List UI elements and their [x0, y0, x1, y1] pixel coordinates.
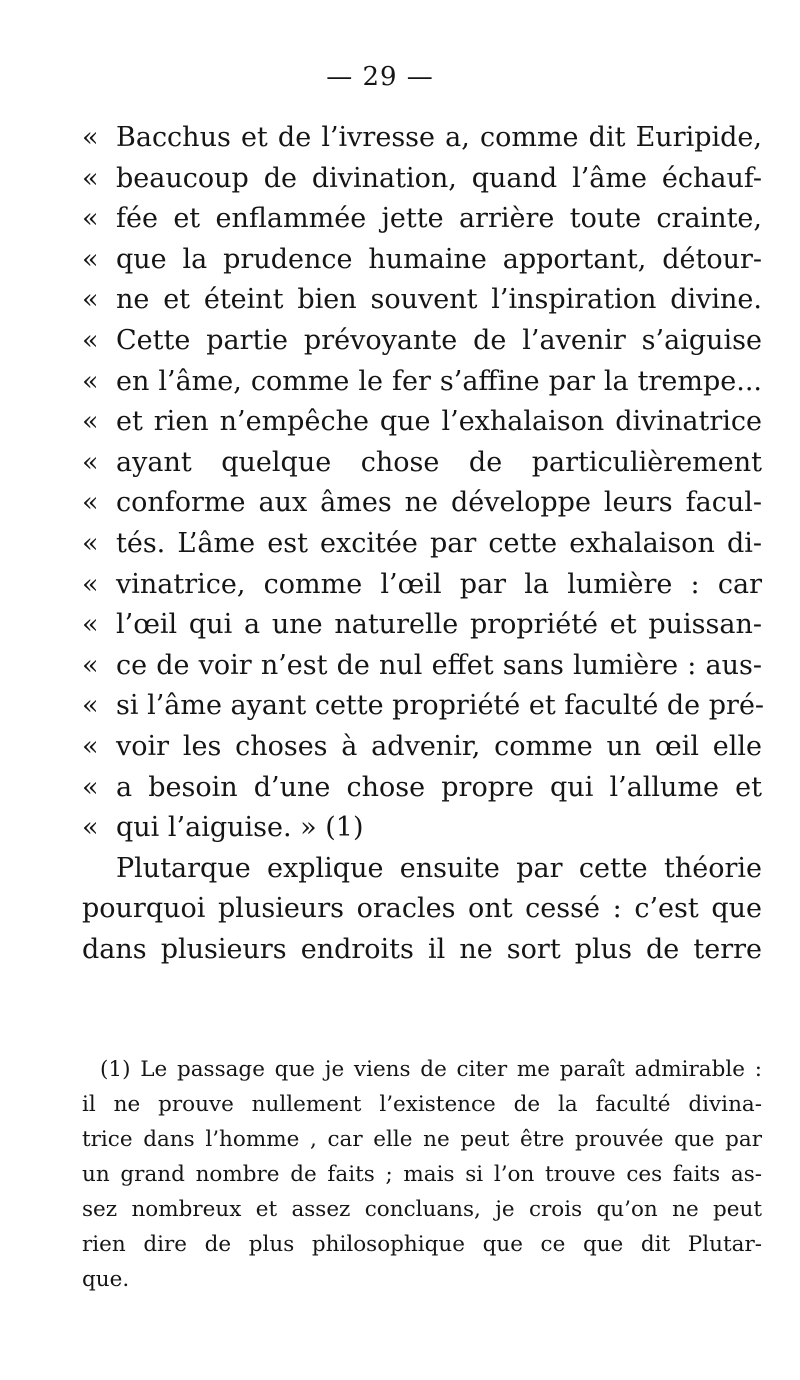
quote-mark: «	[82, 568, 99, 600]
line-text: fée et enflammée jette arrière toute crainte,	[116, 203, 762, 235]
quote-mark: «	[82, 771, 99, 803]
body-line	[82, 483, 762, 524]
quote-mark: «	[82, 162, 99, 194]
quote-mark: «	[82, 324, 99, 356]
body-line	[82, 443, 762, 484]
line-text: Cette partie prévoyante de l’avenir s’aiguise	[116, 324, 762, 356]
quote-mark: «	[82, 365, 99, 397]
quote-mark: «	[82, 203, 99, 235]
body-line	[82, 321, 762, 362]
quote-mark: «	[82, 730, 99, 762]
line-text: voir les choses à advenir, comme un œil elle	[116, 730, 762, 762]
body-line	[82, 199, 762, 240]
line-text: Bacchus et de l’ivresse a, comme dit Euripide,	[116, 122, 762, 153]
line-text: vinatrice, comme l’œil par la lumière : car	[116, 568, 762, 600]
footnote-line: (1) Le passage que je viens de citer me paraît admirable :	[100, 1057, 762, 1082]
line-text: conforme aux âmes ne développe leurs facul-	[116, 487, 762, 519]
body-line	[82, 808, 762, 849]
body-line	[82, 159, 762, 200]
body-line	[82, 605, 762, 646]
line-text: ne et éteint bien souvent l’inspiration divine.	[116, 284, 762, 316]
body-line	[82, 280, 762, 321]
body-line	[82, 118, 762, 159]
line-text: a besoin d’une chose propre qui l’allume et	[116, 771, 762, 803]
quote-mark: «	[82, 609, 99, 641]
body-line	[82, 240, 762, 281]
footnote-line: trice dans l’homme , car elle ne peut être prouvée que par	[82, 1127, 762, 1152]
quote-mark: «	[82, 122, 99, 153]
body-line	[82, 646, 762, 687]
line-text: et rien n’empêche que l’exhalaison divinatrice	[116, 406, 762, 438]
quote-mark: «	[82, 812, 99, 844]
quote-mark: «	[82, 649, 99, 681]
line-text: Plutarque explique ensuite par cette théorie	[116, 852, 762, 884]
body-line	[82, 930, 762, 971]
footnote-line: il ne prouve nullement l’existence de la faculté divina-	[82, 1092, 762, 1117]
footnote-line: que.	[82, 1267, 130, 1292]
line-text: l’œil qui a une naturelle propriété et puissan-	[116, 609, 762, 641]
line-text: dans plusieurs endroits il ne sort plus de terre	[82, 933, 762, 965]
body-line	[82, 362, 762, 403]
body-line	[82, 565, 762, 606]
line-text: que la prudence humaine apportant, détour-	[116, 243, 762, 275]
line-text: si l’âme ayant cette propriété et faculté de pré-	[116, 690, 765, 722]
footnote	[82, 1052, 762, 1297]
quote-mark: «	[82, 527, 99, 559]
footnote-line: un grand nombre de faits ; mais si l’on trouve ces faits as-	[82, 1162, 762, 1187]
line-text: qui l’aiguise. » (1)	[116, 812, 364, 844]
quote-mark: «	[82, 284, 99, 316]
line-text: en l’âme, comme le fer s’affine par la trempe...	[116, 365, 762, 397]
quote-mark: «	[82, 446, 99, 478]
footnote-line: rien dire de plus philosophique que ce que dit Plutar-	[82, 1232, 762, 1257]
body-line	[82, 524, 762, 565]
quote-mark: «	[82, 243, 99, 275]
main-text	[82, 118, 765, 970]
body-line	[82, 727, 762, 768]
quote-mark: «	[82, 406, 99, 438]
quote-mark: «	[82, 487, 99, 519]
quote-mark: «	[82, 690, 99, 722]
body-line	[82, 768, 762, 809]
page-number: — 29 —	[326, 62, 434, 92]
body-line	[82, 849, 762, 890]
line-text: tés. L’âme est excitée par cette exhalaison di-	[116, 527, 762, 559]
footnote-line: sez nombreux et assez concluans, je crois qu’on ne peut	[82, 1197, 762, 1222]
body-line	[82, 402, 762, 443]
line-text: ayant quelque chose de particulièrement	[116, 446, 762, 478]
line-text: beaucoup de divination, quand l’âme échauf-	[116, 162, 762, 194]
body-line	[82, 889, 762, 930]
body-line	[82, 686, 765, 727]
line-text: pourquoi plusieurs oracles ont cessé : c’est que	[82, 893, 762, 925]
line-text: ce de voir n’est de nul effet sans lumière : aus-	[116, 649, 762, 681]
